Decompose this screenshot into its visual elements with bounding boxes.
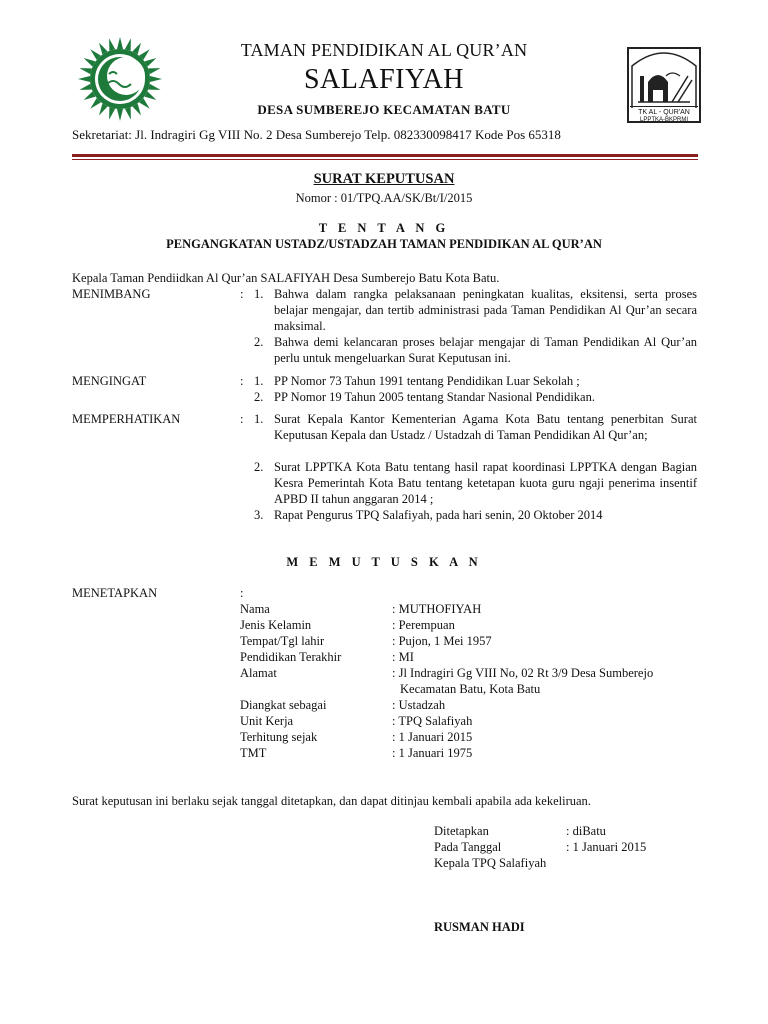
list-item: Surat Kepala Kantor Kementerian Agama Kota Batu tentang penerbitan Surat Keputusan Kepala dan Ustadz / Ustadzah di Taman Pendidikan Al Qur’an; [274,412,697,442]
logo-text-tk: TK AL - QUR'AN [638,109,690,116]
list-item: PP Nomor 73 Tahun 1991 tentang Pendidikan Luar Sekolah ; [274,374,580,388]
secretariat-address: Sekretariat: Jl. Indragiri Gg VIII No. 2 Desa Sumberejo Telp. 082330098417 Kode Pos 65318 [72,127,561,142]
ditetapkan-label: Ditetapkan [434,824,489,838]
field-value: : TPQ Salafiyah [392,714,473,728]
list-item: Surat LPPTKA Kota Batu tentang hasil rapat koordinasi LPPTKA dengan Bagian Kesra Pemerintah Kota Batu tentang ketetapan kuota guru ngaji penerima insentif APBD II tahun anggaran 2014 ; [274,460,697,506]
list-item: Bahwa demi kelancaran proses belajar mengajar di Taman Pendidikan Al Qur’an perlu untuk mengeluarkan Surat Keputusan ini. [274,335,697,365]
mengingat-label: MENGINGAT [72,374,147,388]
menimbang-label: MENIMBANG [72,287,151,301]
tentang-heading: T E N T A N G [318,221,450,235]
field-label: Tempat/Tgl lahir [240,634,325,648]
signer-name: RUSMAN HADI [434,920,525,934]
field-value: : MUTHOFIYAH [392,602,482,616]
intro-text: Kepala Taman Pendiidkan Al Qur’an SALAFIYAH Desa Sumberejo Batu Kota Batu. [72,271,500,285]
field-label: Jenis Kelamin [240,618,312,632]
menetapkan-colon: : [240,586,244,600]
institution-name: SALAFIYAH [303,64,465,95]
tanggal-label: Pada Tanggal [434,840,502,854]
list-number: 3. [254,508,264,522]
ditetapkan-value: : diBatu [566,824,606,838]
list-number: 2. [254,335,264,349]
logo-text-lpptka: LPPTKA-BKPRMI [639,117,689,123]
list-item: PP Nomor 19 Tahun 2005 tentang Standar Nasional Pendidikan. [274,390,595,404]
field-label: Diangkat sebagai [240,698,327,712]
field-value: : 1 Januari 2015 [392,730,473,744]
signer-position: Kepala TPQ Salafiyah [434,856,547,870]
document-title: SURAT KEPUTUSAN [313,171,455,187]
field-label: Alamat [240,666,277,680]
field-label: Nama [240,602,270,616]
list-number: 2. [254,390,264,404]
menetapkan-label: MENETAPKAN [72,586,158,600]
memperhatikan-label: MEMPERHATIKAN [72,412,181,426]
subject-heading: PENGANGKATAN USTADZ/USTADZAH TAMAN PENDIDIKAN AL QUR’AN [166,237,602,251]
list-item: Bahwa dalam rangka pelaksanaan peningkatan kualitas, eksitensi, serta proses belajar mengajar, dan tertib administrasi pada Taman Pendidikan Al Qur’an secara maksimal. [274,287,697,333]
field-value: : Jl Indragiri Gg VIII No, 02 Rt 3/9 Desa Sumberejo [392,666,654,680]
list-number: 1. [254,374,264,388]
tanggal-value: : 1 Januari 2015 [566,840,647,854]
memperhatikan-colon: : [240,412,244,426]
institution-location: DESA SUMBEREJO KECAMATAN BATU [257,102,511,117]
field-value-continued: Kecamatan Batu, Kota Batu [400,682,541,696]
document-number: Nomor : 01/TPQ.AA/SK/Bt/I/2015 [295,191,473,205]
list-number: 1. [254,412,264,426]
menimbang-colon: : [240,287,244,301]
memutuskan-heading: M E M U T U S K A N [286,555,482,569]
list-number: 1. [254,287,264,301]
institution-type: TAMAN PENDIDIKAN AL QUR’AN [240,40,528,60]
field-label: Terhitung sejak [240,730,318,744]
closing-statement: Surat keputusan ini berlaku sejak tanggal ditetapkan, dan dapat ditinjau kembali apabila ada kekeliruan. [72,794,591,808]
field-label: Pendidikan Terakhir [240,650,342,664]
field-label: TMT [240,746,267,760]
header-divider-thin [72,159,698,160]
list-item: Rapat Pengurus TPQ Salafiyah, pada hari senin, 20 Oktober 2014 [274,508,603,522]
field-value: : Perempuan [392,618,455,632]
list-number: 2. [254,460,264,474]
field-value: : Ustadzah [392,698,446,712]
field-label: Unit Kerja [240,714,294,728]
field-value: : 1 Januari 1975 [392,746,473,760]
mengingat-colon: : [240,374,244,388]
header-divider [72,154,698,157]
field-value: : MI [392,650,414,664]
field-value: : Pujon, 1 Mei 1957 [392,634,492,648]
